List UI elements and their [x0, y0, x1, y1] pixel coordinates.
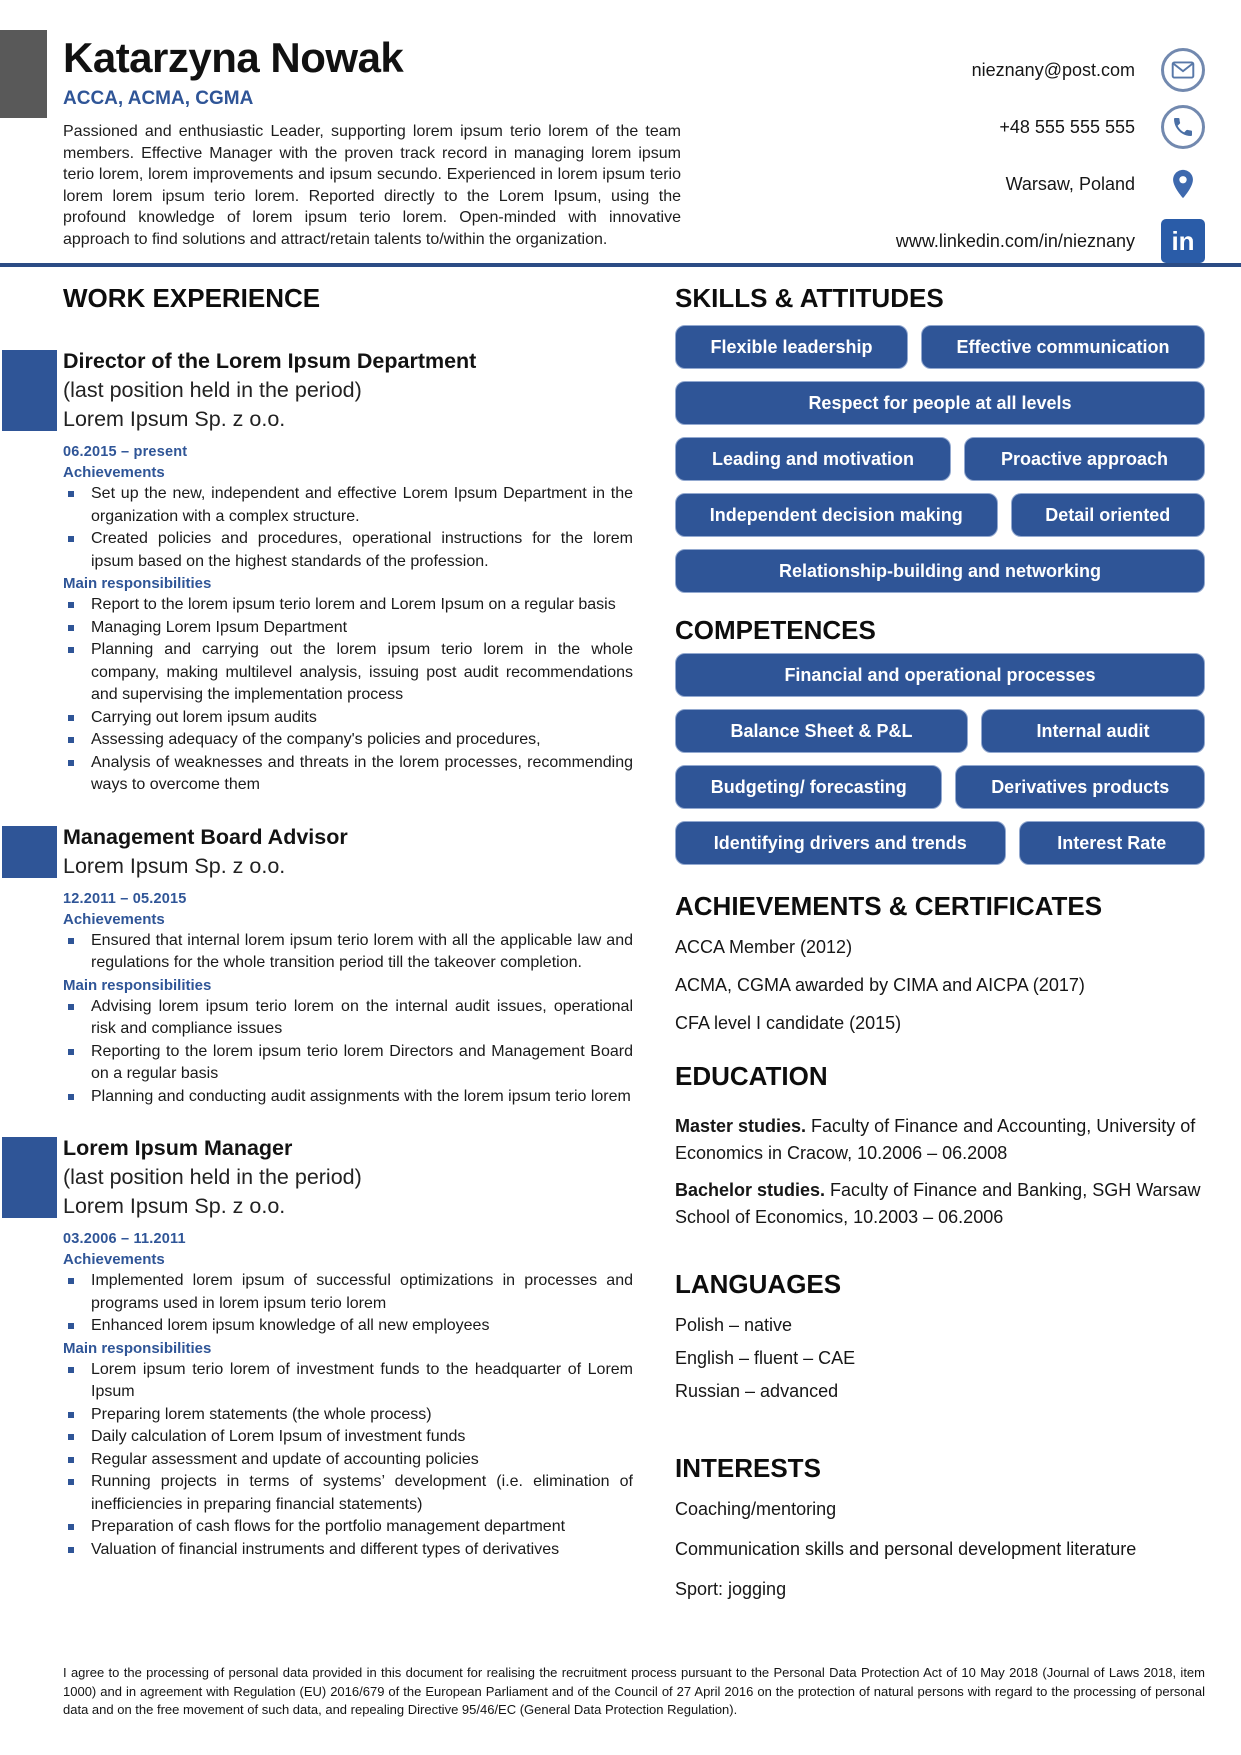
gdpr-footer	[63, 1664, 1205, 1720]
competence-badge: Financial and operational processes	[675, 653, 1205, 697]
job-accent-bar	[2, 350, 57, 431]
competence-badge: Derivatives products	[955, 765, 1205, 809]
skill-badge: Relationship-building and networking	[675, 549, 1205, 593]
achievements-label: Achievements	[63, 910, 165, 928]
education-item	[675, 1113, 1205, 1167]
competences-badges	[675, 653, 1205, 865]
job-company: Lorem Ipsum Sp. z o.o.	[63, 1194, 286, 1218]
skill-badge: Effective communication	[921, 325, 1205, 369]
interest-item: Sport: jogging	[675, 1579, 787, 1599]
contact-row-phone[interactable]	[896, 105, 1205, 149]
responsibility-item: Assessing adequacy of the company's policies and procedures,	[63, 729, 633, 752]
education-details: Faculty of Finance and Banking, SGH Warsaw School of Economics, 10.2003 – 06.2006	[675, 1180, 1201, 1227]
right-column	[675, 267, 1205, 1617]
education-details: Faculty of Finance and Accounting, University of Economics in Cracow, 10.2006 – 06.2008	[675, 1116, 1196, 1163]
competence-badge: Balance Sheet & P&L	[675, 709, 968, 753]
achievement-item: Enhanced lorem ipsum knowledge of all new employees	[63, 1315, 633, 1338]
achievements-label: Achievements	[63, 1251, 165, 1268]
phone-icon	[1161, 105, 1205, 149]
section-title-competences: COMPETENCES	[675, 615, 876, 645]
skill-badge: Respect for people at all levels	[675, 381, 1205, 425]
language-item: English – fluent – CAE	[675, 1348, 856, 1368]
linkedin-url[interactable]: www.linkedin.com/in/nieznany	[895, 230, 1135, 251]
responsibility-item: Valuation of financial instruments and different types of derivatives	[63, 1539, 633, 1562]
section-title-work-experience: WORK EXPERIENCE	[63, 283, 321, 313]
profile-summary: Passioned and enthusiastic Leader, supporting lorem ipsum terio lorem of the team members. Effective Manager with the proven track record in managing lorem ipsum terio lorem, lorem improvements and ipsum secundo. Experienced in lorem ipsum terio lorem lorem ipsum terio lorem. Reported directly to the Lorem Ipsum, using the profound knowledge of lorem ipsum terio lorem. Open-minded with innovative approach to find solutions and attract/retain talents to/within the organization.	[63, 123, 681, 248]
phone-number[interactable]: +48 555 555 555	[999, 116, 1135, 137]
email-address[interactable]: nieznany@post.com	[971, 59, 1135, 80]
skill-badge: Proactive approach	[964, 437, 1205, 481]
education-list	[675, 1113, 1205, 1231]
responsibilities-label: Main responsibilities	[63, 575, 212, 592]
location-pin-icon	[1161, 162, 1205, 206]
job-period: 06.2015 – present	[63, 444, 188, 460]
competences-row	[675, 765, 1205, 809]
job-company: Lorem Ipsum Sp. z o.o.	[63, 853, 286, 878]
achievements-list	[63, 930, 633, 975]
gdpr-consent-text: I agree to the processing of personal data provided in this document for realising the recruitment process pursuant to the Personal Data Protection Act of 10 May 2018 (Journal of Laws 2018, item 1000) and in agreement with Regulation (EU) 2016/679 of the European Parliament and of the Council of 27 April 2016 on the protection of natural persons with regard to the processing of personal data and on the free movement of such data, and repealing Directive 95/46/EC (General Data Protection Regulation).	[63, 1665, 1205, 1717]
skills-badges	[675, 325, 1205, 593]
achievement-item: Created policies and procedures, operational instructions for the lorem ipsum based on the highest standards of the profession.	[63, 528, 633, 573]
section-title-achievements-certificates: ACHIEVEMENTS & CERTIFICATES	[675, 891, 1103, 921]
responsibilities-list	[63, 996, 633, 1109]
competence-badge: Interest Rate	[1019, 821, 1206, 865]
competence-badge: Identifying drivers and trends	[675, 821, 1006, 865]
responsibilities-label: Main responsibilities	[63, 976, 212, 994]
skills-row	[675, 325, 1205, 369]
skills-row	[675, 549, 1205, 593]
job-title: Management Board Advisor	[63, 824, 348, 849]
identity-block	[63, 36, 711, 263]
language-item: Polish – native	[675, 1315, 793, 1335]
responsibilities-list	[63, 1359, 633, 1562]
responsibility-item: Report to the lorem ipsum terio lorem and Lorem Ipsum on a regular basis	[63, 594, 633, 617]
languages-list	[675, 1313, 1205, 1403]
competences-row	[675, 653, 1205, 697]
interest-item: Communication skills and personal development literature	[675, 1539, 1137, 1559]
achievements-list	[63, 483, 633, 573]
skills-row	[675, 381, 1205, 425]
education-degree: Bachelor studies.	[675, 1180, 826, 1200]
job-entry-manager	[63, 1134, 633, 1561]
competence-badge: Internal audit	[981, 709, 1205, 753]
job-header	[63, 1134, 633, 1221]
job-subtitle: (last position held in the period)	[63, 1165, 362, 1189]
section-title-skills: SKILLS & ATTITUDES	[675, 283, 944, 313]
responsibility-item: Running projects in terms of systems’ development (i.e. elimination of inefficiencies in preparing financial statements)	[63, 1471, 633, 1516]
skill-badge: Flexible leadership	[675, 325, 908, 369]
interest-item: Coaching/mentoring	[675, 1499, 837, 1519]
responsibilities-list	[63, 594, 633, 797]
job-header	[63, 347, 633, 434]
interests-list	[675, 1497, 1205, 1601]
responsibility-item: Managing Lorem Ipsum Department	[63, 617, 633, 640]
contact-row-email[interactable]	[896, 48, 1205, 92]
job-period: 12.2011 – 05.2015	[63, 890, 187, 907]
certificate-item: CFA level I candidate (2015)	[675, 1013, 902, 1033]
job-subtitle: (last position held in the period)	[63, 378, 362, 402]
competence-badge: Budgeting/ forecasting	[675, 765, 942, 809]
location-text: Warsaw, Poland	[1005, 173, 1135, 194]
responsibilities-label: Main responsibilities	[63, 1339, 212, 1357]
job-title: Director of the Lorem Ipsum Department	[63, 349, 477, 373]
job-entry-director	[63, 347, 633, 797]
job-company: Lorem Ipsum Sp. z o.o.	[63, 407, 286, 431]
contact-row-location	[896, 162, 1205, 206]
responsibility-item: Reporting to the lorem ipsum terio lorem Directors and Management Board on a regular basis	[63, 1041, 633, 1086]
job-entry-advisor	[63, 823, 633, 1109]
email-icon	[1161, 48, 1205, 92]
responsibility-item: Preparing lorem statements (the whole process)	[63, 1404, 633, 1427]
responsibility-item: Daily calculation of Lorem Ipsum of investment funds	[63, 1426, 633, 1449]
achievement-item: Implemented lorem ipsum of successful optimizations in processes and programs used in lorem ipsum terio lorem	[63, 1270, 633, 1315]
header	[0, 0, 1241, 263]
contact-row-linkedin[interactable]	[896, 219, 1205, 263]
credentials: ACCA, ACMA, CGMA	[63, 88, 254, 109]
skill-badge: Independent decision making	[675, 493, 998, 537]
achievement-item: Set up the new, independent and effective Lorem Ipsum Department in the organization with a complex structure.	[63, 483, 633, 528]
job-accent-bar	[2, 1137, 57, 1218]
responsibility-item: Lorem ipsum terio lorem of investment funds to the headquarter of Lorem Ipsum	[63, 1359, 633, 1404]
certificates-list	[675, 935, 1205, 1035]
education-item	[675, 1177, 1205, 1231]
job-period: 03.2006 – 11.2011	[63, 1231, 186, 1247]
skill-badge: Leading and motivation	[675, 437, 951, 481]
competences-row	[675, 709, 1205, 753]
responsibility-item: Preparation of cash flows for the portfolio management department	[63, 1516, 633, 1539]
section-title-interests: INTERESTS	[675, 1453, 821, 1483]
responsibility-item: Planning and carrying out the lorem ipsum terio lorem in the whole company, making multilevel analysis, issuing post audit recommendations and supervising the implementation process	[63, 639, 633, 707]
contact-block	[896, 36, 1205, 263]
achievements-label: Achievements	[63, 464, 165, 481]
competences-row	[675, 821, 1205, 865]
responsibility-item: Analysis of weaknesses and threats in the lorem processes, recommending ways to overcome them	[63, 752, 633, 797]
achievement-item: Ensured that internal lorem ipsum terio lorem with all the applicable law and regulations for the whole transition period till the takeover completion.	[63, 930, 633, 975]
responsibility-item: Regular assessment and update of accounting policies	[63, 1449, 633, 1472]
skills-row	[675, 493, 1205, 537]
linkedin-icon[interactable]: in	[1161, 219, 1205, 263]
education-degree: Master studies.	[675, 1116, 807, 1136]
responsibility-item: Carrying out lorem ipsum audits	[63, 707, 633, 730]
work-experience-section	[63, 267, 633, 1617]
responsibility-item: Planning and conducting audit assignments with the lorem ipsum terio lorem	[63, 1086, 633, 1109]
content-columns	[0, 267, 1241, 1617]
section-title-education: EDUCATION	[675, 1061, 828, 1091]
job-title: Lorem Ipsum Manager	[63, 1136, 293, 1160]
job-header	[63, 823, 633, 881]
skills-row	[675, 437, 1205, 481]
header-accent-square	[0, 30, 47, 118]
achievements-list	[63, 1270, 633, 1338]
certificate-item: ACMA, CGMA awarded by CIMA and AICPA (2017)	[675, 975, 1085, 995]
certificate-item: ACCA Member (2012)	[675, 937, 853, 957]
section-title-languages: LANGUAGES	[675, 1269, 842, 1299]
language-item: Russian – advanced	[675, 1381, 839, 1401]
person-name: Katarzyna Nowak	[63, 34, 404, 81]
skill-badge: Detail oriented	[1011, 493, 1206, 537]
job-accent-bar	[2, 826, 57, 878]
responsibility-item: Advising lorem ipsum terio lorem on the internal audit issues, operational risk and compliance issues	[63, 996, 633, 1041]
